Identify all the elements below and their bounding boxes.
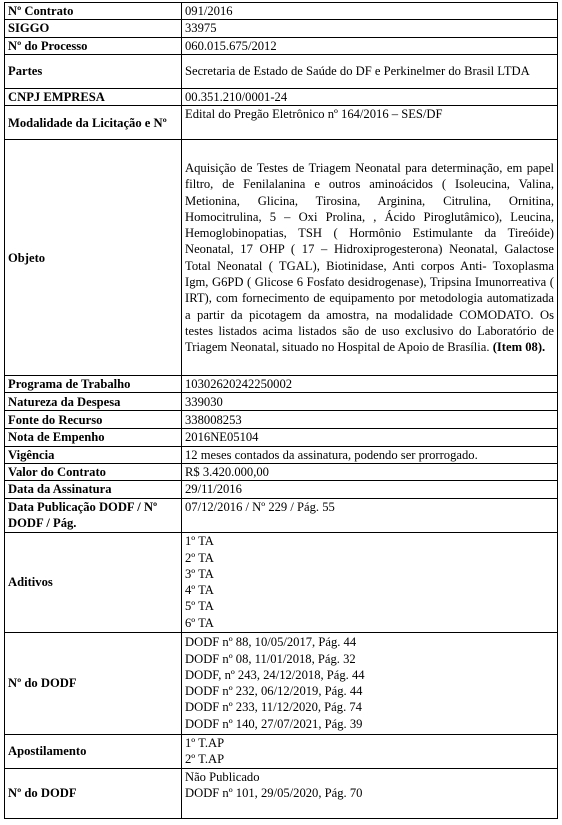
value-dodf-aditivos [182,632,558,734]
row-siggo [5,20,558,37]
value-objeto [182,140,558,376]
row-aditivos [5,532,558,632]
dodf-item: DODF nº 08, 11/01/2018, Pág. 32 [185,651,356,666]
row-processo [5,37,558,54]
value-apostilamento [182,734,558,768]
label-dodf-aditivos: Nº do DODF [5,632,182,734]
value-partes: Secretaria de Estado de Saúde do DF e Perkinelmer do Brasil LTDA [182,54,558,88]
row-empenho [5,429,558,446]
label-siggo: SIGGO [5,20,182,37]
value-processo: 060.015.675/2012 [182,37,558,54]
label-vigencia: Vigência [5,446,182,463]
label-publicacao: Data Publicação DODF / Nº DODF / Pág. [5,498,182,532]
row-contrato [5,3,558,20]
aditivo-item: 3º TA [185,566,214,581]
row-apostilamento [5,734,558,768]
row-fonte [5,411,558,429]
value-dodf-apostilamento [182,768,558,818]
label-processo: Nº do Processo [5,37,182,54]
apostilamento-item: 1º T.AP [185,735,225,750]
value-valor: R$ 3.420.000,00 [182,464,558,481]
row-natureza [5,393,558,411]
row-objeto [5,140,558,376]
label-partes: Partes [5,54,182,88]
label-modalidade: Modalidade da Licitação e Nº [5,106,182,140]
row-partes [5,54,558,88]
label-apostilamento: Apostilamento [5,734,182,768]
row-dodf-apostilamento [5,768,558,818]
aditivo-item: 5º TA [185,599,214,614]
row-publicacao [5,498,558,532]
value-fonte: 338008253 [182,411,558,429]
aditivo-item: 1º TA [185,534,214,549]
value-programa: 10302620242250002 [182,376,558,393]
dodf-item: DODF, nº 243, 24/12/2018, Pág. 44 [185,667,365,682]
label-natureza: Natureza da Despesa [5,393,182,411]
row-programa [5,376,558,393]
label-valor: Valor do Contrato [5,464,182,481]
label-aditivos: Aditivos [5,532,182,632]
row-modalidade [5,106,558,140]
row-vigencia [5,446,558,463]
row-assinatura [5,481,558,498]
value-publicacao: 07/12/2016 / Nº 229 / Pág. 55 [182,498,558,532]
label-assinatura: Data da Assinatura [5,481,182,498]
row-valor [5,464,558,481]
dodf-item: DODF nº 140, 27/07/2021, Pág. 39 [185,716,363,731]
aditivo-item: 6º TA [185,615,214,630]
label-dodf-apostilamento: Nº do DODF [5,768,182,818]
value-modalidade: Edital do Pregão Eletrônico nº 164/2016 – SES/DF [182,106,558,140]
value-siggo: 33975 [182,20,558,37]
value-assinatura: 29/11/2016 [182,481,558,498]
value-cnpj: 00.351.210/0001-24 [182,88,558,105]
dodf-item: DODF nº 101, 29/05/2020, Pág. 70 [185,785,363,800]
objeto-item: (Item 08). [492,340,546,355]
row-cnpj [5,88,558,105]
dodf-item: Não Publicado [185,769,260,784]
row-dodf-aditivos [5,632,558,734]
aditivo-item: 2º TA [185,550,214,565]
label-contrato: Nº Contrato [5,3,182,20]
label-fonte: Fonte do Recurso [5,411,182,429]
dodf-item: DODF nº 88, 10/05/2017, Pág. 44 [185,635,357,650]
label-objeto: Objeto [5,140,182,376]
contract-table [4,2,558,819]
value-contrato: 091/2016 [182,3,558,20]
label-empenho: Nota de Empenho [5,429,182,446]
dodf-item: DODF nº 233, 11/12/2020, Pág. 74 [185,700,362,715]
value-empenho: 2016NE05104 [182,429,558,446]
apostilamento-item: 2º T.AP [185,752,225,767]
aditivo-item: 4º TA [185,583,214,598]
objeto-text: Aquisição de Testes de Triagem Neonatal para determinação, em papel filtro, de Fenilalanina e outros aminoácidos ( Isoleucina, Valina, Metionina, Glicina, Tirosina, Arginina, Citrulina, Ornitina, Homocitrulina, 5 – Oxi Prolina, , Ácido Piroglutâmico), Leucina, Hemoglobinopatias, TSH ( Hormônio Estimulante da Tireóide) Neonatal, 17 OHP ( 17 – Hidroxiprogesterona) Neonatal, Galactose Total Neonatal ( TGAL), Biotinidase, Anti corpos Anti- Toxoplasma Igm, G6PD ( Glicose 6 Fosfato desidrogenase), Tripsina Imunorreativa ( IRT), com fornecimento de equipamento por metodologia automatizada a partir da picotagem da amostra, na modalidade COMODATO. Os testes listados acima listados são de uso exclusivo do Laboratório de Triagem Neonatal, situado no Hospital de Apoio de Brasília. [185,160,554,355]
dodf-item: DODF nº 232, 06/12/2019, Pág. 44 [185,684,363,699]
label-programa: Programa de Trabalho [5,376,182,393]
value-vigencia: 12 meses contados da assinatura, podendo ser prorrogado. [182,446,558,463]
label-cnpj: CNPJ EMPRESA [5,88,182,105]
value-aditivos [182,532,558,632]
value-natureza: 339030 [182,393,558,411]
